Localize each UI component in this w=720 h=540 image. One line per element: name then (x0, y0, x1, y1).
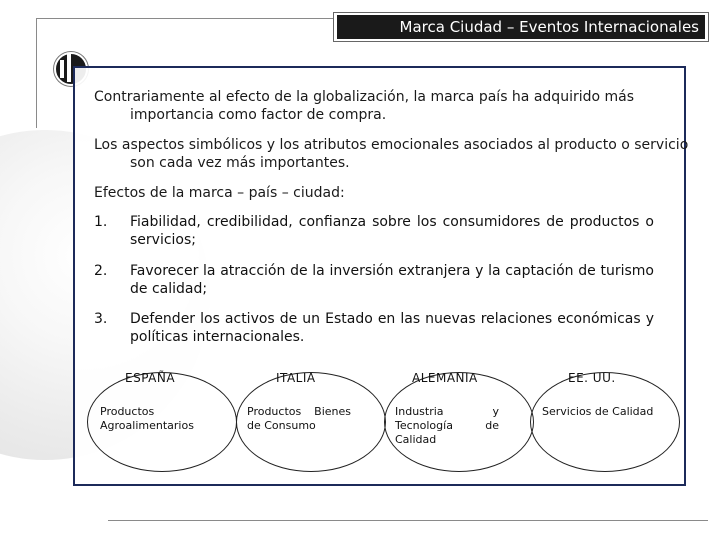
country-eeuu: EE. UU. (568, 371, 616, 385)
product-espana: Productos Agroalimentarios (100, 405, 194, 432)
list-item-3: Defender los activos de un Estado en las nuevas relaciones económicas y políticas internacionales. (130, 311, 654, 345)
title-frame-vertical (36, 18, 37, 128)
product-alemania: Industria y Tecnología de Calidad (395, 405, 499, 446)
list-number-2: 2. (94, 263, 108, 279)
product-italia: Productos Bienes de Consumo (247, 405, 351, 432)
paragraph-globalizacion: Contrariamente al efecto de la globalización, la marca país ha adquirido más importancia como factor de compra. (94, 89, 635, 123)
circle-eeuu (530, 372, 680, 472)
country-italia: ITALIA (276, 371, 316, 385)
list-item-2: Favorecer la atracción de la inversión extranjera y la captación de turismo de calidad; (130, 263, 654, 297)
country-alemania: ALEMANIA (412, 371, 478, 385)
page-title: Marca Ciudad – Eventos Internacionales (337, 15, 705, 39)
logo-line-small-icon (60, 60, 64, 78)
paragraph-efectos: Efectos de la marca – país – ciudad: (94, 185, 345, 201)
footer-divider (108, 520, 708, 521)
list-item-1: Fiabilidad, credibilidad, confianza sobre los consumidores de productos o servicios; (130, 214, 654, 248)
product-eeuu: Servicios de Calidad (542, 405, 654, 418)
country-espana: ESPAÑA (125, 371, 176, 385)
logo-line-icon (67, 54, 71, 82)
list-number-3: 3. (94, 311, 108, 327)
paragraph-aspectos: Los aspectos simbólicos y los atributos emocionales asociados al producto o servicio son cada vez más importantes. (94, 137, 689, 171)
list-number-1: 1. (94, 214, 108, 230)
